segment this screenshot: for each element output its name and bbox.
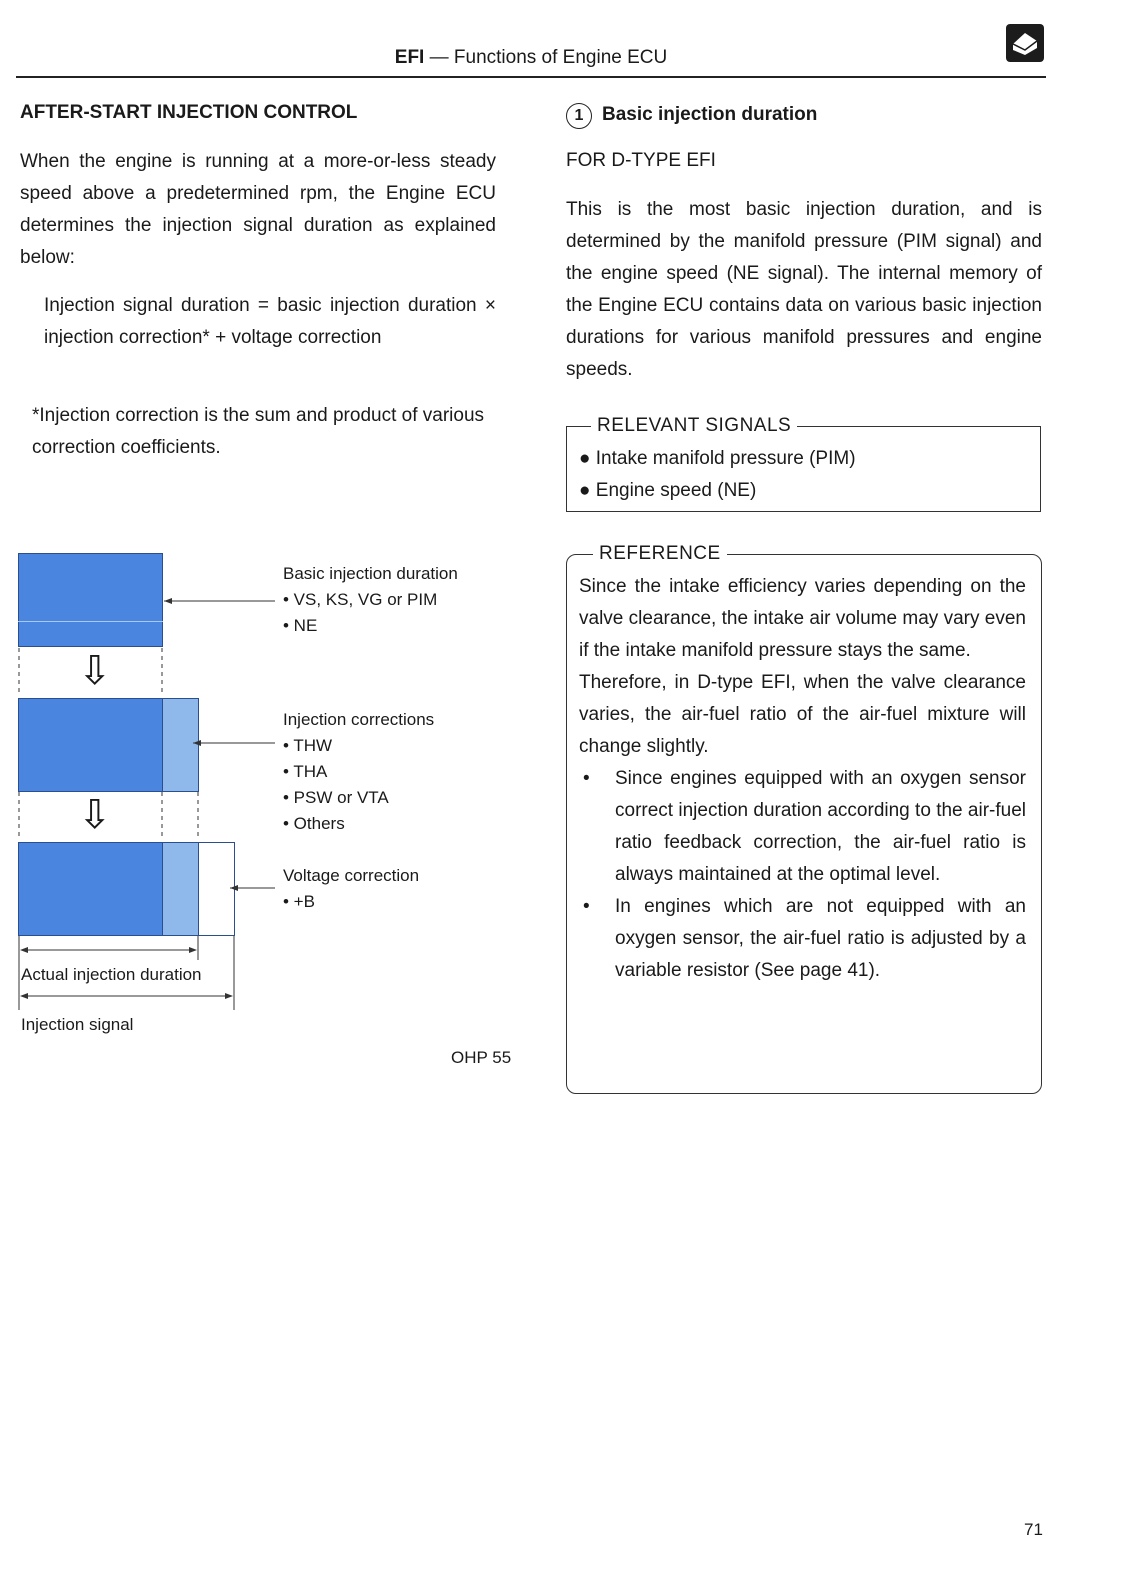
injection-corrections-label: Injection corrections • THW • THA • PSW or VTA • Others [283,707,434,837]
header-prefix: EFI [394,47,425,68]
subsection-title: Basic injection duration [602,104,818,125]
relevant-signals-title: RELEVANT SIGNALS [591,415,797,437]
reference-paragraph: Therefore, in D-type EFI, when the valve clearance varies, the air-fuel ratio of the air-fuel mixture will change slightly. [579,672,1026,757]
correction-item: • THA [283,762,328,781]
signal-item: ● Engine speed (NE) [579,480,757,501]
header-separator: — [424,47,454,68]
down-arrow-icon: ⇩ [78,649,112,693]
correction-item: • THW [283,736,333,755]
reference-content [579,571,1026,987]
injection-diagram [0,540,540,1067]
bullet-icon: • [583,896,590,917]
actual-duration-label: Actual injection duration [21,965,202,984]
reference-title: REFERENCE [593,543,727,565]
ohp-label: OHP 55 [451,1048,512,1067]
footnote-paragraph: *Injection correction is the sum and product of various correction coefficients. [32,405,485,458]
correction-item: • PSW or VTA [283,788,389,807]
reference-box [566,543,1042,1094]
basic-duration-paragraph: This is the most basic injection duration, and is determined by the manifold pressure (PIM signal) and the engine speed (NE signal). The internal memory of the Engine ECU contains data on various basic injection durations for various manifold pressures and engine speeds. [566,199,1042,380]
reference-bullet-item: • In engines which are not equipped with an oxygen sensor, the air-fuel ratio is adjusted by a variable resistor (See page 41). [579,891,1026,987]
formula-paragraph: Injection signal duration = basic injection duration × injection correction* + voltage correction [44,295,496,348]
bullet-icon: ● [579,480,591,501]
injection-signal-label: Injection signal [21,1015,134,1034]
bullet-icon: • [583,768,590,789]
signal-item: ● Intake manifold pressure (PIM) [579,448,856,469]
voltage-item: • +B [283,892,315,911]
engine-block-icon [1006,24,1044,62]
correction-item: • Others [283,814,345,833]
bullet-icon: ● [579,448,591,469]
section-number-badge: 1 [566,103,592,129]
page-number: 71 [1024,1520,1043,1539]
intro-paragraph: When the engine is running at a more-or-less steady speed above a predetermined rpm, the Engine ECU determines the injection signal duration as explained below: [20,151,496,268]
efi-type-subtitle: FOR D-TYPE EFI [566,150,716,171]
header-title: Functions of Engine ECU [453,47,668,68]
basic-duration-label: Basic injection duration • VS, KS, VG or PIM • NE [283,561,458,639]
relevant-signals-box [566,415,1041,512]
basic-item: • VS, KS, VG or PIM [283,590,438,609]
basic-item: • NE [283,616,318,635]
section-title: AFTER-START INJECTION CONTROL [20,102,358,123]
page-header [16,40,1046,78]
down-arrow-icon: ⇩ [78,793,112,837]
reference-paragraph: Since the intake efficiency varies depending on the valve clearance, the intake air volume may vary even if the intake manifold pressure stays the same. [579,576,1026,661]
voltage-correction-label: Voltage correction • +B [283,863,419,915]
reference-bullet-item: • Since engines equipped with an oxygen sensor correct injection duration according to the air-fuel ratio feedback correction, the air-fuel ratio is always maintained at the optimal level. [579,763,1026,891]
